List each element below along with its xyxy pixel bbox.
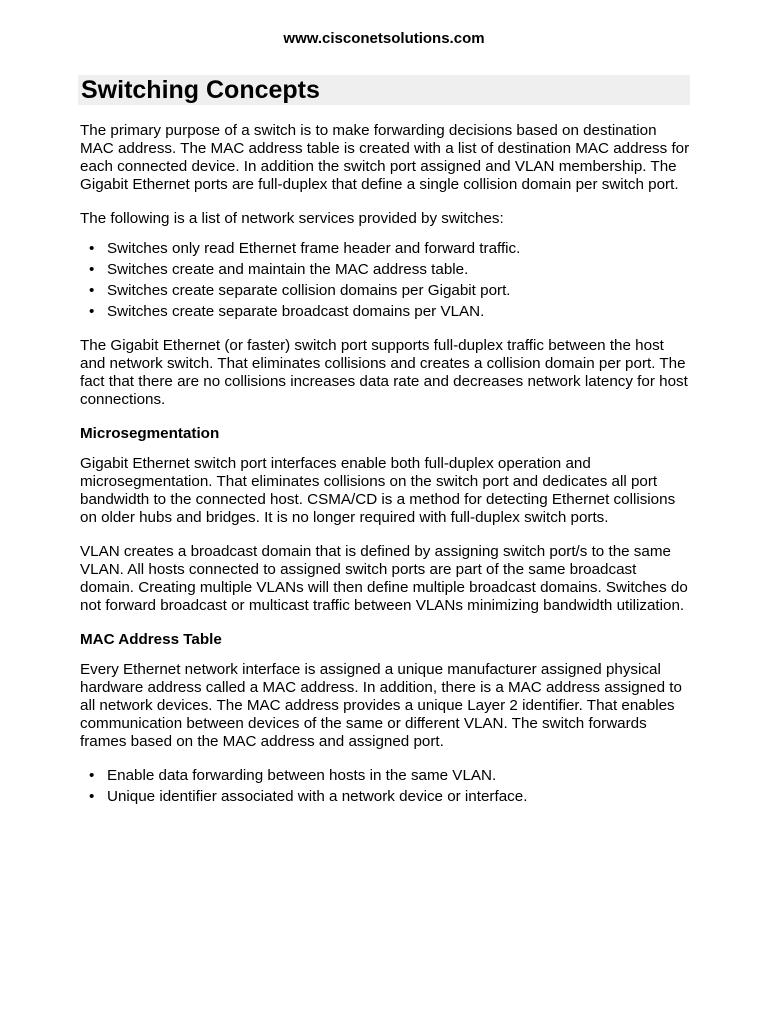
list-item-text: Switches only read Ethernet frame header and forward traffic.	[107, 240, 521, 257]
list-item	[80, 261, 690, 279]
bullet-icon: •	[89, 261, 95, 278]
bullet-icon: •	[89, 282, 95, 299]
services-intro: The following is a list of network services provided by switches:	[80, 210, 504, 227]
page-title: Switching Concepts	[81, 76, 320, 104]
document-body	[80, 122, 690, 822]
list-item-text: Switches create separate broadcast domains per VLAN.	[107, 303, 485, 320]
bullet-icon: •	[89, 788, 95, 805]
title-bar	[78, 75, 690, 105]
services-list	[80, 240, 690, 321]
list-item-text: Switches create separate collision domains per Gigabit port.	[107, 282, 511, 299]
header-url: www.cisconetsolutions.com	[283, 30, 485, 47]
list-item	[80, 767, 690, 785]
bullet-icon: •	[89, 767, 95, 784]
vlan-paragraph: VLAN creates a broadcast domain that is defined by assigning switch port/s to the same VLAN. All hosts connected to assigned switch ports are part of the same broadcast domain. Creating multiple VLANs will then define multiple broadcast domains. Switches do not forward broadcast or multicast traffic between VLANs minimizing bandwidth utilization.	[80, 543, 688, 614]
full-duplex-paragraph: The Gigabit Ethernet (or faster) switch port supports full-duplex traffic between the host and network switch. That eliminates collisions and creates a collision domain per port. The fact that there are no collisions increases data rate and decreases network latency for host connections.	[80, 337, 688, 408]
list-item-text: Switches create and maintain the MAC address table.	[107, 261, 469, 278]
microsegmentation-paragraph: Gigabit Ethernet switch port interfaces enable both full-duplex operation and microsegmentation. That eliminates collisions on the switch port and dedicates all port bandwidth to the connected host. CSMA/CD is a method for detecting Ethernet collisions on older hubs and bridges. It is no longer required with full-duplex switch ports.	[80, 455, 676, 526]
list-item	[80, 303, 690, 321]
mac-table-paragraph: Every Ethernet network interface is assigned a unique manufacturer assigned physical hardware address called a MAC address. In addition, there is a MAC address assigned to all network devices. The MAC address provides a unique Layer 2 identifier. That enables communication between devices of the same or different VLAN. The switch forwards frames based on the MAC address and assigned port.	[80, 661, 682, 750]
list-item-text: Unique identifier associated with a network device or interface.	[107, 788, 528, 805]
list-item	[80, 282, 690, 300]
bullet-icon: •	[89, 240, 95, 257]
mac-table-list	[80, 767, 690, 806]
microsegmentation-heading: Microsegmentation	[80, 425, 220, 442]
list-item-text: Enable data forwarding between hosts in the same VLAN.	[107, 767, 497, 784]
list-item	[80, 240, 690, 258]
list-item	[80, 788, 690, 806]
mac-table-heading: MAC Address Table	[80, 631, 222, 648]
intro-paragraph: The primary purpose of a switch is to make forwarding decisions based on destination MAC address. The MAC address table is created with a list of destination MAC address for each connected device. In addition the switch port assigned and VLAN membership. The Gigabit Ethernet ports are full-duplex that define a single collision domain per switch port.	[80, 122, 690, 193]
bullet-icon: •	[89, 303, 95, 320]
